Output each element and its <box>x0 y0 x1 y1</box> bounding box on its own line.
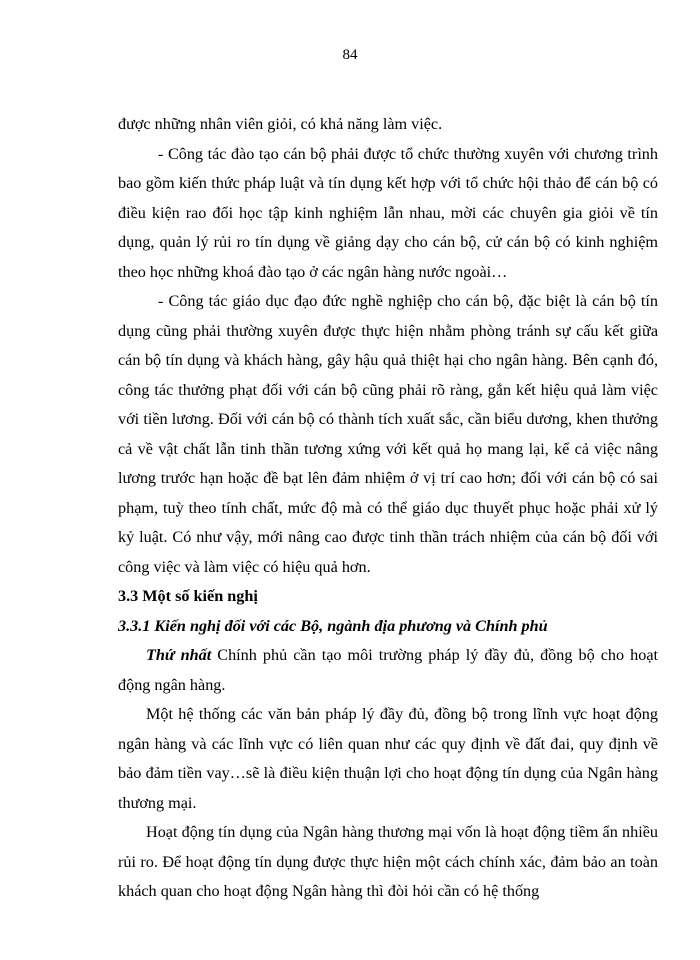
paragraph-training: - Công tác đào tạo cán bộ phải được tổ chức thường xuyên với chương trình bao gồm kiến thức pháp luật và tín dụng kết hợp với tổ chức hội thảo để cán bộ có điều kiện rao đổi học tập kinh nghiệm lẫn nhau, mời các chuyên gia giỏi về tín dụng, quản lý rủi ro tín dụng về giảng dạy cho cán bộ, cử cán bộ có kinh nghiệm theo học những khoá đào tạo ở các ngân hàng nước ngoài… <box>118 144 658 281</box>
first-recommendation-text: Chính phủ cần tạo môi trường pháp lý đầy đủ, đồng bộ cho hoạt động ngân hàng. <box>118 646 659 694</box>
section-heading: 3.3 Một số kiến nghị <box>118 587 258 605</box>
paragraph-first-recommendation <box>118 641 658 700</box>
document-body <box>118 110 658 907</box>
page-number: 84 <box>342 47 358 63</box>
first-recommendation-lead: Thứ nhất <box>146 646 212 664</box>
subsection-heading: 3.3.1 Kiến nghị đối với các Bộ, ngành địa phương và Chính phủ <box>118 616 548 635</box>
paragraph-legal-system: Một hệ thống các văn bản pháp lý đầy đủ, đồng bộ trong lĩnh vực hoạt động ngân hàng và các lĩnh vực có liên quan như các quy định về đất đai, quy định về bảo đảm tiền vay…sẽ là điều kiện thuận lợi cho hoạt động tín dụng của Ngân hàng thương mại. <box>118 705 658 812</box>
paragraph-credit-risk: Hoạt động tín dụng của Ngân hàng thương mại vốn là hoạt động tiềm ẩn nhiều rủi ro. Để hoạt động tín dụng được thực hiện một cách chính xác, đảm bảo an toàn khách quan cho hoạt động Ngân hàng thì đòi hỏi cần có hệ thống <box>118 823 658 900</box>
paragraph-ethics: - Công tác giáo dục đạo đức nghề nghiệp cho cán bộ, đặc biệt là cán bộ tín dụng cũng phải thường xuyên được thực hiện nhằm phòng tránh sự cấu kết giữa cán bộ tín dụng và khách hàng, gây hậu quả thiệt hại cho ngân hàng. Bên cạnh đó, công tác thưởng phạt đối với cán bộ cũng phải rõ ràng, gắn kết hiệu quả làm việc với tiền lương. Đối với cán bộ có thành tích xuất sắc, cần biểu dương, khen thưởng cả về vật chất lẫn tinh thần tương xứng với kết quả họ mang lại, kể cả việc nâng lương trước hạn hoặc đề bạt lên đảm nhiệm ở vị trí cao hơn; đối với cán bộ có sai phạm, tuỳ theo tính chất, mức độ mà có thể giáo dục thuyết phục hoặc phải xử lý kỷ luật. Có như vậy, mới nâng cao được tinh thần trách nhiệm của cán bộ đối với công việc và làm việc có hiệu quả hơn. <box>118 292 658 576</box>
paragraph-continuation: được những nhân viên giỏi, có khả năng làm việc. <box>118 115 443 133</box>
